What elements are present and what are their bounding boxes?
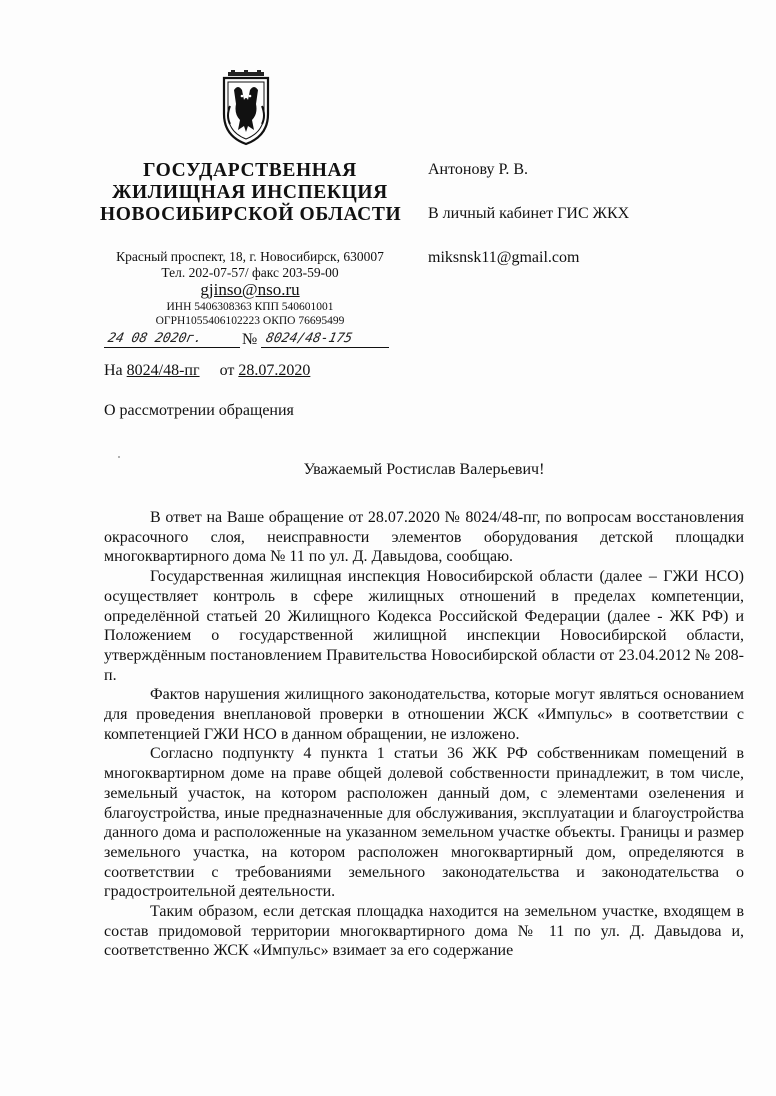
recipient-channel: В личный кабинет ГИС ЖКХ (428, 205, 630, 222)
paragraph-5: Таким образом, если детская площадка находится на земельном участке, входящем в состав придомовой территории многоквартирного дома № 11 по ул. Д. Давыдова и, соответственно ЖСК «Импульс» взимает за его содержание (104, 903, 744, 960)
org-title-line1: ГОСУДАРСТВЕННАЯ (143, 160, 357, 181)
reference-date: 28.07.2020 (238, 362, 311, 379)
org-email-link[interactable]: gjinso@nso.ru (200, 280, 300, 299)
letter-subject: О рассмотрении обращения (104, 402, 294, 419)
org-ogrn-okpo: ОГРН1055406102223 ОКПО 76695499 (155, 315, 345, 327)
recipient-name: Антонову Р. В. (428, 161, 529, 178)
recipient-block (428, 160, 629, 292)
paragraph-3: Фактов нарушения жилищного законодательства, которые могут являться основанием для проведения внеплановой проверки в отношении ЖСК «Импульс» в соответствии с компетенцией ГЖИ НСО в данном обращении, не изложено. (104, 686, 744, 743)
paragraph-2: Государственная жилищная инспекция Новосибирской области (далее – ГЖИ НСО) осуществляет контроль в сфере жилищных отношений в пределах компетенции, определённой статьей 20 Жилищного Кодекса Российской Федерации (далее - ЖК РФ) и Положением о государственной жилищной инспекции Новосибирской области, утверждённым постановлением Правительства Новосибирской области от 23.04.2012 № 208-п. (104, 568, 744, 684)
paragraph-1: В ответ на Ваше обращение от 28.07.2020 № 8024/48-пг, по вопросам восстановления окрасочного слоя, неисправности элементов оборудования детской площадки многоквартирного дома № 11 по ул. Д. Давыдова, сообщаю. (104, 509, 744, 566)
paragraph-4: Согласно подпункту 4 пункта 1 статьи 36 ЖК РФ собственникам помещений в многоквартирном доме на праве общей долевой собственности принадлежит, в том числе, земельный участок, на котором расположен данный дом, с элементами озеленения и благоустройства, иные предназначенные для обслуживания, эксплуатации и благоустройства данного дома и расположенные на указанном земельном участке объекты. Границы и размер земельного участка, на котором расположен многоквартирный дом, определяются в соответствии с требованиями земельного законодательства и законодательства о градостроительной деятельности. (104, 745, 744, 901)
number-sign: № (242, 331, 258, 348)
org-address: Красный проспект, 18, г. Новосибирск, 630007 (116, 249, 384, 264)
organization-title (100, 160, 400, 226)
reference-from: от (219, 362, 235, 379)
org-contacts (100, 249, 400, 328)
number-underline (261, 347, 389, 348)
scan-speck (118, 456, 120, 458)
letter-body (104, 508, 744, 961)
reference-line (104, 362, 310, 380)
recipient-email: miksnsk11@gmail.com (428, 249, 580, 266)
org-phone: Тел. 202-07-57/ факс 203-59-00 (161, 264, 339, 280)
registration-number: 8024/48-175 (264, 331, 354, 346)
org-title-line3: НОВОСИБИРСКОЙ ОБЛАСТИ (100, 204, 402, 225)
reference-number: 8024/48-пг (126, 362, 200, 379)
date-underline (104, 347, 240, 348)
reference-prefix: На (104, 362, 123, 379)
org-title-line2: ЖИЛИЩНАЯ ИНСПЕКЦИЯ (112, 182, 388, 203)
greeting: Уважаемый Ростислав Валерьевич! (303, 461, 545, 478)
registration-date: 24 08 2020г. (106, 331, 204, 346)
coat-of-arms-icon (218, 70, 274, 146)
registration-line (104, 331, 404, 353)
org-inn-kpp: ИНН 5406308363 КПП 540601001 (166, 301, 334, 313)
